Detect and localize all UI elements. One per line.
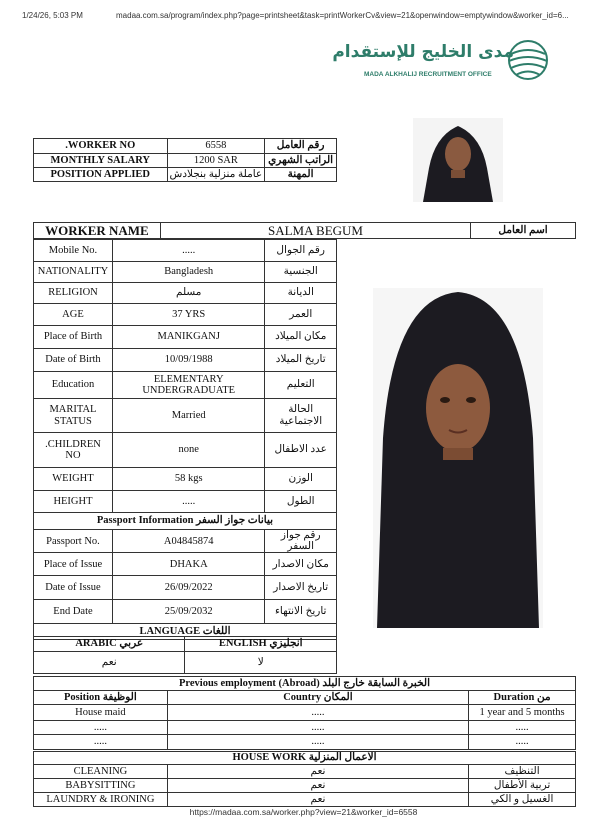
language-title: LANGUAGE اللغات [34,624,337,640]
salary-label: MONTHLY SALARY [34,154,168,168]
passport-row-number [34,530,337,553]
employment-header-country: Country المكان [167,691,468,705]
brand-english-name: MADA ALKHALIJ RECRUITMENT OFFICE [364,71,492,78]
worker-name-table [33,222,576,239]
detail-row-children [34,433,337,468]
detail-ar-label: رقم الجوال [265,240,337,262]
worker-photo-small [413,118,503,202]
detail-ar-label: مكان الميلاد [265,326,337,349]
top-info-table [33,138,337,182]
position-label: POSITION APPLIED [34,168,168,182]
worker-no-value: 6558 [167,139,265,154]
detail-value: مسلم [112,283,264,304]
language-arabic-label: ARABIC عربي [34,637,185,652]
salary-row [34,154,337,168]
housework-en: BABYSITTING [34,779,168,793]
worker-name-ar-label: اسم العامل [471,223,576,239]
passport-row-issue-date [34,576,337,600]
detail-ar-label: الديانة [265,283,337,304]
brand-logo [332,38,592,88]
worker-name-label: WORKER NAME [34,223,161,239]
position-row [34,168,337,182]
detail-row-weight [34,468,337,491]
worker-photo-large [373,288,543,628]
housework-en: LAUNDRY & IRONING [34,793,168,807]
passport-value: 25/09/2032 [112,600,264,624]
detail-row-birthplace [34,326,337,349]
employment-duration: 1 year and 5 months [469,705,576,721]
detail-label: Date of Birth [34,349,113,372]
passport-row-place [34,553,337,576]
table-row [34,765,576,779]
detail-value: Bangladesh [112,262,264,283]
detail-value: ELEMENTARY UNDERGRADUATE [112,372,264,399]
detail-ar-label: التعليم [265,372,337,399]
passport-label: Date of Issue [34,576,113,600]
detail-ar-label: الحالة الاجتماعية [265,399,337,433]
detail-label: .CHILDREN NO [34,433,113,468]
employment-position: House maid [34,705,168,721]
passport-ar-label: تاريخ الاصدار [265,576,337,600]
passport-value: 26/09/2022 [112,576,264,600]
housework-table [33,751,576,807]
position-ar-label: المهنة [265,168,337,182]
detail-value: 37 YRS [112,304,264,326]
detail-label: MARITAL STATUS [34,399,113,433]
worker-no-label: .WORKER NO [34,139,168,154]
housework-value: نعم [167,779,468,793]
employment-country: ..... [167,735,468,750]
language-english-value: لا [185,652,337,674]
table-row [34,705,576,721]
detail-label: AGE [34,304,113,326]
employment-position: ..... [34,721,168,735]
worker-no-ar-label: رقم العامل [265,139,337,154]
detail-label: HEIGHT [34,491,113,513]
passport-ar-label: رقم جواز السفر [265,530,337,553]
table-row [34,735,576,750]
print-url: madaa.com.sa/program/index.php?page=printsheet&task=printWorkerCv&view=21&openwindow=emptywindow&worker_id=6... [116,11,569,20]
detail-label: Mobile No. [34,240,113,262]
employment-country: ..... [167,721,468,735]
detail-ar-label: عدد الاطفال [265,433,337,468]
detail-value: MANIKGANJ [112,326,264,349]
passport-title: Passport Information بيانات جواز السفر [34,513,337,530]
detail-ar-label: العمر [265,304,337,326]
passport-label: Passport No. [34,530,113,553]
print-datetime: 1/24/26, 5:03 PM [22,11,83,20]
portrait-large-icon [373,288,543,628]
table-row [34,779,576,793]
detail-row-height [34,491,337,513]
passport-title-row [34,513,337,530]
detail-row-education [34,372,337,399]
detail-ar-label: تاريخ الميلاد [265,349,337,372]
language-english-label: ENGLISH انجليزي [185,637,337,652]
employment-country: ..... [167,705,468,721]
language-table [33,636,337,674]
detail-value: none [112,433,264,468]
detail-ar-label: الطول [265,491,337,513]
detail-value: Married [112,399,264,433]
footer-url: https://madaa.com.sa/worker.php?view=21&worker_id=6558 [189,807,418,817]
detail-label: RELIGION [34,283,113,304]
detail-label: NATIONALITY [34,262,113,283]
detail-row-marital [34,399,337,433]
employment-header-position: Position الوظيفة [34,691,168,705]
detail-row-mobile [34,240,337,262]
housework-ar: تربية الأطفال [469,779,576,793]
passport-label: Place of Issue [34,553,113,576]
detail-row-birthdate [34,349,337,372]
housework-title: HOUSE WORK الاعمال المنزلية [34,752,576,765]
table-row [34,721,576,735]
housework-en: CLEANING [34,765,168,779]
table-row [34,793,576,807]
salary-value: 1200 SAR [167,154,265,168]
detail-value: ..... [112,491,264,513]
passport-value: DHAKA [112,553,264,576]
salary-ar-label: الراتب الشهري [265,154,337,168]
passport-row-end-date [34,600,337,624]
employment-position: ..... [34,735,168,750]
detail-label: Place of Birth [34,326,113,349]
passport-ar-label: مكان الاصدار [265,553,337,576]
housework-value: نعم [167,793,468,807]
housework-value: نعم [167,765,468,779]
portrait-small-icon [413,118,503,202]
employment-duration: ..... [469,721,576,735]
employment-table [33,676,576,750]
passport-value: A04845874 [112,530,264,553]
employment-header-duration: Duration من [469,691,576,705]
details-table [33,239,337,640]
housework-ar: الغسيل و الكي [469,793,576,807]
worker-no-row [34,139,337,154]
detail-ar-label: الوزن [265,468,337,491]
detail-value: ..... [112,240,264,262]
globe-icon [506,38,550,82]
detail-value: 58 kgs [112,468,264,491]
detail-label: Education [34,372,113,399]
position-value: عاملة منزلية بنجلادش [167,168,265,182]
housework-ar: التنظيف [469,765,576,779]
detail-label: WEIGHT [34,468,113,491]
employment-duration: ..... [469,735,576,750]
detail-row-age [34,304,337,326]
language-arabic-value: نعم [34,652,185,674]
detail-row-religion [34,283,337,304]
worker-name-value: SALMA BEGUM [160,223,470,239]
detail-row-nationality [34,262,337,283]
passport-label: End Date [34,600,113,624]
employment-title: Previous employment (Abroad) الخبرة السابقة خارج البلد [34,677,576,691]
detail-value: 10/09/1988 [112,349,264,372]
passport-ar-label: تاريخ الانتهاء [265,600,337,624]
detail-ar-label: الجنسية [265,262,337,283]
brand-arabic-name: مدى الخليج للإستقدام [332,42,514,62]
